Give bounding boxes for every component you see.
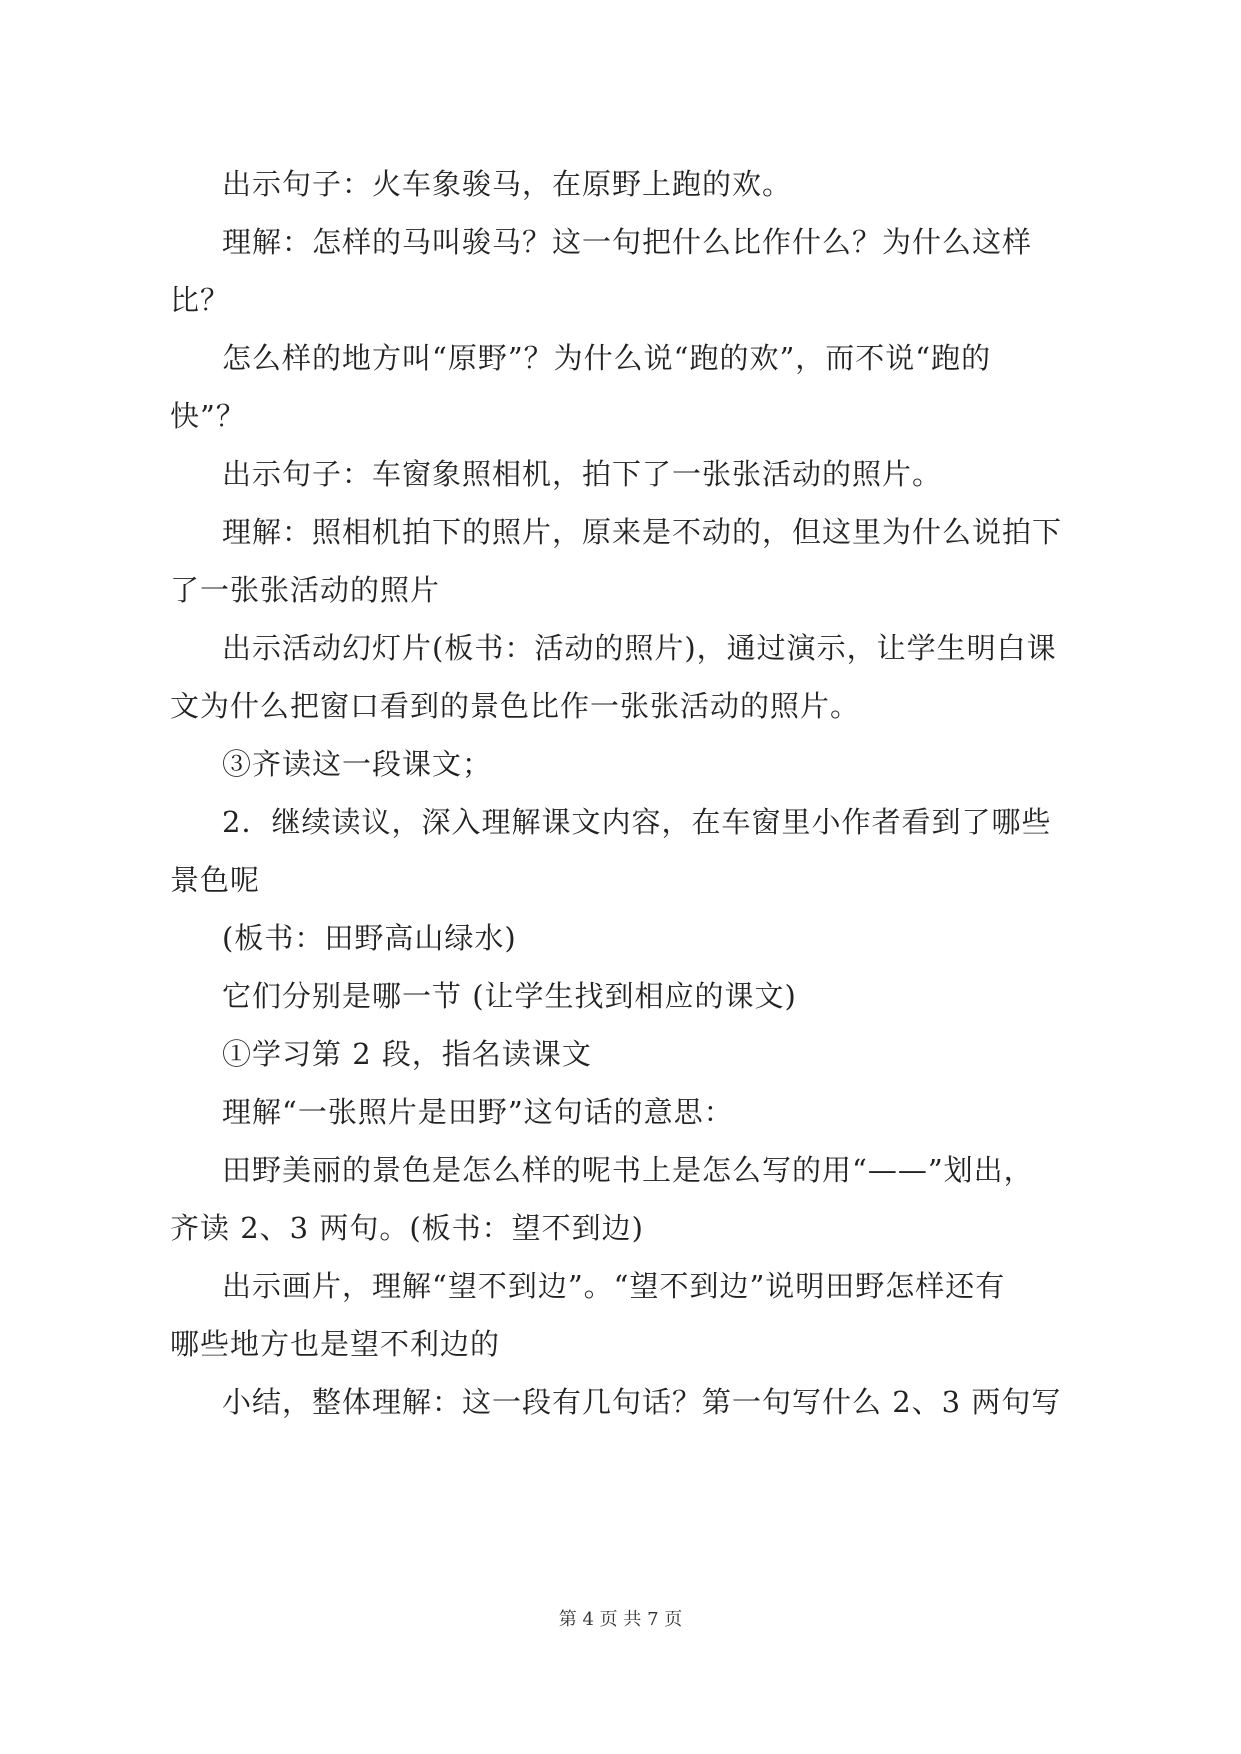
text-line: 小结，整体理解：这一段有几句话？第一句写什么 2、3 两句写 xyxy=(222,1385,1062,1419)
text-line: (板书：田野高山绿水) xyxy=(222,921,517,955)
text-line: 文为什么把窗口看到的景色比作一张张活动的照片。 xyxy=(170,689,861,723)
text-line: 景色呢 xyxy=(170,863,261,897)
text-line: 快”？ xyxy=(170,399,246,433)
text-line: 理解：怎样的马叫骏马？这一句把什么比作什么？为什么这样 xyxy=(222,225,1033,259)
text-line: 出示画片，理解“望不到边”。“望不到边”说明田野怎样还有 xyxy=(222,1269,1006,1303)
text-line: 理解：照相机拍下的照片，原来是不动的，但这里为什么说拍下 xyxy=(222,515,1063,549)
page-footer: 第 4 页 共 7 页 xyxy=(558,1609,683,1630)
text-line: 出示活动幻灯片(板书：活动的照片)，通过演示，让学生明白课 xyxy=(222,631,1057,665)
text-line: 田野美丽的景色是怎么样的呢书上是怎么写的用“——”划出， xyxy=(222,1153,1034,1187)
text-line: 理解“一张照片是田野”这句话的意思： xyxy=(222,1095,734,1129)
text-line: 2．继续读议，深入理解课文内容，在车窗里小作者看到了哪些 xyxy=(222,805,1052,839)
text-line: 出示句子：车窗象照相机，拍下了一张张活动的照片。 xyxy=(222,457,943,491)
text-line: 它们分别是哪一节 (让学生找到相应的课文) xyxy=(222,979,797,1013)
text-line: 怎么样的地方叫“原野”？为什么说“跑的欢”，而不说“跑的 xyxy=(222,341,992,375)
text-line: 比？ xyxy=(170,283,231,317)
text-line: 齐读 2、3 两句。(板书：望不到边) xyxy=(170,1211,644,1245)
text-line: 了一张张活动的照片 xyxy=(170,573,441,607)
text-line: 出示句子：火车象骏马，在原野上跑的欢。 xyxy=(222,167,793,201)
text-line: ①学习第 2 段，指名读课文 xyxy=(222,1037,592,1071)
text-line: ③齐读这一段课文； xyxy=(222,747,493,781)
text-line: 哪些地方也是望不利边的 xyxy=(170,1327,501,1361)
